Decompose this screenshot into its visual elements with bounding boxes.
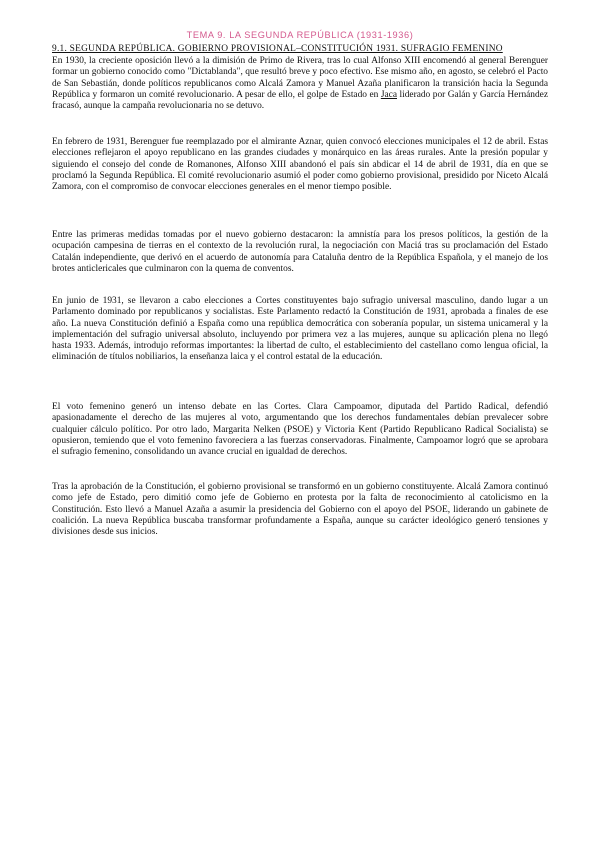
paragraph-6: Tras la aprobación de la Constitución, el gobierno provisional se transformó en un gobierno constituyente. Alcalá Zamora continuó como jefe de Estado, pero dimitió como jefe de Gobierno en protesta por la falta de reconocimiento al catolicismo en la Constitución. Esto llevó a Manuel Azaña a asumir la presidencia del Gobierno con el apoyo del PSOE, liderando un gabinete de coalición. La nueva República buscaba transformar profundamente a España, aunque su carácter ideológico generó tensiones y divisiones desde sus inicios. bbox=[52, 482, 548, 537]
document-title: TEMA 9. LA SEGUNDA REPÚBLICA (1931-1936) bbox=[186, 30, 414, 40]
paragraph-3: Entre las primeras medidas tomadas por el nuevo gobierno destacaron: la amnistía para los presos políticos, la gestión de la ocupación campesina de tierras en el contexto de la revolución rural, la negociación con Maciá tras su proclamación del Estado Catalán independiente, que derivó en el acuerdo de autonomía para Cataluña dentro de la República Española, y el manejo de los brotes anticlericales que culminaron con la quema de conventos. bbox=[52, 230, 548, 274]
section-heading: 9.1. SEGUNDA REPÚBLICA. GOBIERNO PROVISIONAL–CONSTITUCIÓN 1931. SUFRAGIO FEMENINO bbox=[52, 44, 503, 54]
paragraph-1-text-end: liderado por Galán y García Hernández fracasó, aunque la campaña revolucionaria no se detuvo. bbox=[52, 89, 548, 111]
paragraph-1-text-start: En 1930, la creciente oposición llevó a la dimisión de Primo de Rivera, tras lo cual Alfonso XIII encomendó al general Berenguer formar un gobierno conocido como "Dictablanda", que resultó breve y poco efectivo. Ese mismo año, en agosto, se celebró el Pacto de San Sebastián, donde políticos republicanos como Alcalá Zamora y Manuel Azaña planificaron la transición hacia la Segunda República y formaron un comité revolucionario. A pesar de ello, el golpe de Estado en bbox=[52, 56, 548, 100]
paragraph-2: En febrero de 1931, Berenguer fue reemplazado por el almirante Aznar, quien convocó elecciones municipales el 12 de abril. Estas elecciones reflejaron el apoyo republicano en las grandes ciudades y monárquico en las áreas rurales. Ante la presión popular y siguiendo el consejo del conde de Romanones, Alfonso XIII abandonó el país sin abdicar el 14 de abril de 1931, día en que se proclamó la Segunda República. El comité revolucionario asumió el poder como gobierno provisional, presidido por Niceto Alcalá Zamora, con el compromiso de convocar elecciones generales en el menor tiempo posible. bbox=[52, 137, 548, 192]
paragraph-4: En junio de 1931, se llevaron a cabo elecciones a Cortes constituyentes bajo sufragio universal masculino, dando lugar a un Parlamento dominado por republicanos y socialistas. Este Parlamento redactó la Constitución de 1931, aprobada a finales de ese año. La nueva Constitución definió a España como una república democrática con soberanía popular, un sistema unicameral y la implementación del sufragio universal absoluto, incluyendo por primera vez a las mujeres, aunque su aplicación plena no llegó hasta 1933. Además, introdujo reformas importantes: la libertad de culto, el establecimiento del castellano como lengua oficial, la eliminación de títulos nobiliarios, la enseñanza laica y el control estatal de la educación. bbox=[52, 296, 548, 363]
paragraph-5: El voto femenino generó un intenso debate en las Cortes. Clara Campoamor, diputada del Partido Radical, defendió apasionadamente el derecho de las mujeres al voto, argumentando que los derechos fundamentales debían prevalecer sobre cualquier cálculo político. Por otro lado, Margarita Nelken (PSOE) y Victoria Kent (Partido Republicano Radical Socialista) se opusieron, temiendo que el voto femenino favoreciera a las fuerzas conservadoras. Finalmente, Campoamor logró que se aprobara el sufragio femenino, consolidando un avance crucial en igualdad de derechos. bbox=[52, 402, 548, 457]
paragraph-1-underlined-word: Jaca bbox=[380, 89, 397, 100]
paragraph-1 bbox=[52, 56, 548, 112]
